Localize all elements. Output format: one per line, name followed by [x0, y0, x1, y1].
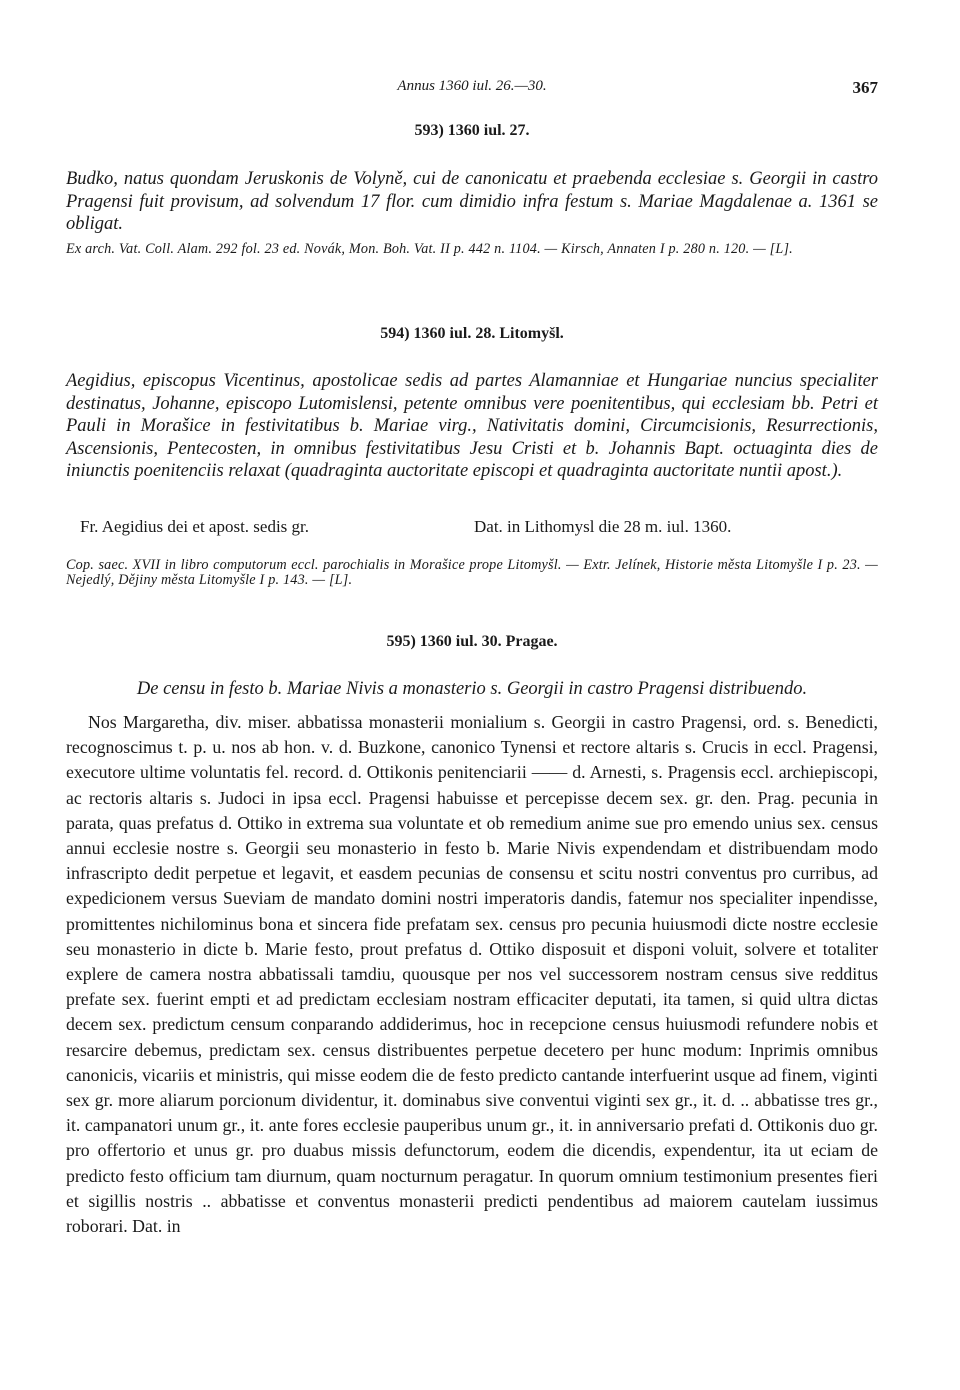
entry-note-593: Ex arch. Vat. Coll. Alam. 292 fol. 23 ed. Novák, Mon. Boh. Vat. II p. 442 n. 1104. — Kirsch, Annaten I p. 280 n. 120. — [L].	[66, 241, 793, 257]
running-header	[66, 78, 878, 100]
page	[66, 0, 878, 1390]
signature-left: Fr. Aegidius dei et apost. sedis gr.	[80, 517, 310, 536]
entry-regest-594: Aegidius, episcopus Vicentinus, apostolicae sedis ad partes Alamanniae et Hungariae nuncius specialiter destinatus, Johanne, episcopo Lutomislensi, petente omnibus vere poenitentibus, qui ecclesiam bb. Petri et Pauli in Morašice in festivitatibus b. Mariae virg., Nativitatis domini, Circumcisionis, Resurrectionis, Ascensionis, Pentecosten, in omnibus festivitatibus Jesu Cristi et b. Johannis Bapt. octuaginta dies de iniunctis poenitenciis relaxat (quadraginta auctoritate episcopi et quadraginta auctoritate nuntii apost.).	[66, 371, 878, 482]
entry-regest-593: Budko, natus quondam Jeruskonis de Volyně, cui de canonicatu et praebenda ecclesiae s. Georgii in castro Pragensi fuit provisum, ad solvendum 17 flor. cum dimidio infra festum s. Mariae Magdalenae a. 1361 se obligat.	[66, 169, 878, 235]
page-number: 367	[852, 78, 878, 97]
entry-heading-593: 593) 1360 iul. 27.	[414, 122, 530, 139]
entry-regest-595: De censu in festo b. Mariae Nivis a monasterio s. Georgii in castro Pragensi distribuendo.	[136, 679, 808, 699]
running-title: Annus 1360 iul. 26.—30.	[397, 78, 547, 94]
entry-text-595: Nos Margaretha, div. miser. abbatissa monasterii monialium s. Georgii in castro Pragensi, ord. s. Benedicti, recognoscimus t. p. u. nos ab hon. v. d. Buzkone, canonico Tynensi et rectore altaris s. Crucis in eccl. Pragensi, executore ultime voluntatis fel. record. d. Ottikonis penitenciarii —— d. Arnesti, s. Pragensis eccl. archiepiscopi, ac rectoris altaris s. Judoci in ipsa eccl. Pragensi habuisse et percepisse decem sex. gr. den. Prag. pecunia in parata, quas prefatus d. Ottiko in extrema sua voluntate et ob remedium anime sue pro emendo unius sex. census annui ecclesie nostre s. Georgii seu monasterio in festo b. Marie Nivis expendendam et distribuendam modo infrascripto dedit perpetue et legavit, et easdem pecunias de consensu et scitu nostri conventus pro curribus, ad expedicionem versus Sueviam de mandato domini nostri imperatoris dandis, fatemur nos specialiter inpendisse, promittentes nichilominus bona et sincera fide prefatam sex. census pro pecunia huiusmodi dicte nostre ecclesie seu monasterio in dicte b. Marie festo, prout prefatus d. Ottiko disposuit et disponi voluit, solvere et totaliter explere de camera nostra abbatissali tamdiu, quousque per nos vel successorem nostram census sive redditus prefate sex. fuerint empti et ad predictam ecclesiam nostram efficaciter deputati, ita tamen, si quid ultra dictas decem sex. predictum censum conparando addiderimus, hoc in recepcione census huiusmodi refundere nobis et resarcire debemus, predictam sex. census distribuentes perpetue decetero per hunc modum: Inprimis omnibus canonicis, vicariis et ministris, qui misse eodem die de festo predicto cantande interfuerint usque ad finem, viginti sex gr. more aliarum porcionum dividentur, it. dominabus sive conventui viginti sex gr., it. d. .. abbatisse tres gr., it. campanatori unum gr., it. ante fores ecclesie pauperibus unum gr., it. in anniversario prefati d. Ottikonis duo gr. pro offertorio et unus gr. pro duabus missis defunctorum, eodem die dicendis, expendentur, ita ut eciam de predicto festo officium tam diurnum, quam nocturnum peragatur. In quorum omnium testimonium presentes fieri et sigillis nostris .. abbatisse et conventus monasterii predicti pendentibus ad maiorem cautelam iussimus roborari. Dat. in	[66, 712, 878, 1237]
entry-heading-594: 594) 1360 iul. 28. Litomyšl.	[380, 325, 564, 342]
entry-heading-595: 595) 1360 iul. 30. Pragae.	[386, 633, 558, 650]
entry-note-594: Cop. saec. XVII in libro computorum eccl. parochialis in Morašice prope Litomyšl. — Extr. Jelínek, Historie města Litomyšle I p. 23. — Nejedlý, Dějiny města Litomyšle I p. 143. — [L].	[66, 557, 878, 588]
signature-right: Dat. in Lithomysl die 28 m. iul. 1360.	[474, 517, 732, 536]
